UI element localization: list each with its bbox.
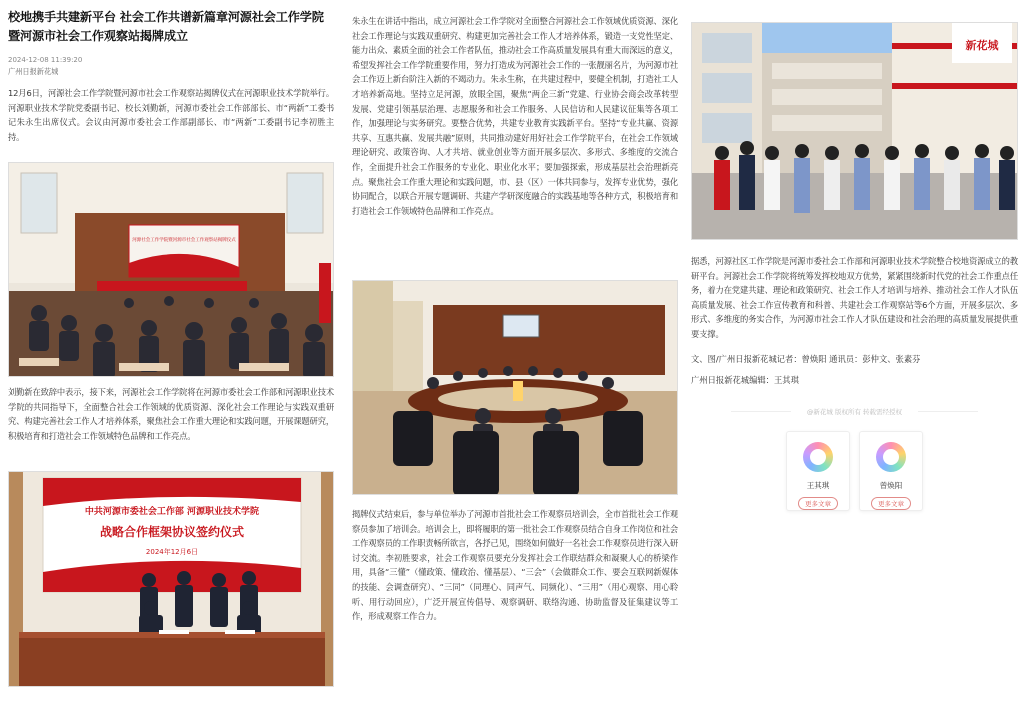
- paragraph-1: 12月6日，河源社会工作学院暨河源市社会工作观察站揭牌仪式在河源职业技术学院举行。河源职业技术学院党委副书记、校长刘勤新，河源市委社会工作部部长、市“两新”工委书记朱永生出席仪式。会议由河源市委社会工作部副部长、市“两新”工委副书记李初胜主持。: [8, 88, 334, 142]
- copyright-note: @新花城 版权所有 转载需经授权: [806, 408, 903, 417]
- more-articles-button[interactable]: 更多文章: [798, 497, 838, 510]
- reporter-credit: 文、图/广州日报新花城记者：曾焕阳 通讯员：彭仲文、张素芬: [691, 354, 921, 364]
- author-avatar-icon: [803, 442, 833, 472]
- signing-banner-line1: 中共河源市委社会工作部 河源职业技术学院: [84, 507, 260, 517]
- campus-crowd-photo: [691, 22, 1018, 240]
- article-column-3: [691, 0, 1018, 523]
- backdrop-text: 河源社会工作学院暨河源市社会工作观察站揭牌仪式: [132, 238, 236, 243]
- author-avatar-icon: [876, 442, 906, 472]
- signing-banner-line2: 战略合作框架协议签约仪式: [99, 525, 245, 539]
- signing-ceremony-photo: [8, 471, 334, 687]
- paragraph-3: 朱永生在讲话中指出，成立河源社会工作学院对全面整合河源社会工作领域优质资源、深化社会工作理论与实践双重研究、构建更加完善社会工作人才培养体系，锻造一支党性坚定、能力出众、素质全面的社会工作者队伍，推动社会工作高质量发展具有重大而深远的意义，希望发挥社会工作学院重要作用，努力打造成为河源社会工作的一张靓丽名片，为河源市社会工作迈上新台阶注入新的不竭动力。朱永生称，在共建过程中，要健全机制，打造社工人才培养新高地。坚持立足河源，放眼全国，聚焦“两企三新”党建、行业协会商会改革转型发展、党建引领基层治理、志愿服务和社会工作服务、人民信访和人民建议征集等各项工作，加强理论与实务研究。要整合优势，共建专业教育实践新平台。坚持“专业共赢、资源共享、互惠共赢、发展共融”原则，共同推动建好用好社会工作学院平台，在社会工作领域理论研究、政策咨询、人才共培、就业创业等方面开展多层次、多形式、多维度的交流合作，全面提升社会工作服务的专业化、职业化水平；要加强探索，形成基层社会治理新亮点。聚焦社会工作重大理论和实践问题，市、县（区）一体共同参与，发挥专业优势，强化协同配合，以联合开展专题调研、共建产学研深度融合的实践基地等各种方式，积极培育和打造社会工作领域特色品牌和工作亮点。: [352, 16, 678, 216]
- article-column-2: [352, 0, 678, 624]
- article-title: 校地携手共建新平台 社会工作共谱新篇章河源社会工作学院暨河源市社会工作观察站揭牌成立: [8, 10, 324, 43]
- author-card-1[interactable]: [786, 431, 850, 511]
- ceremony-hall-photo: [8, 162, 334, 377]
- more-articles-button[interactable]: 更多文章: [871, 497, 911, 510]
- author-section: [691, 403, 1018, 523]
- signing-banner-date: 2024年12月6日: [145, 548, 199, 556]
- article-column-1: [8, 0, 334, 687]
- paragraph-5: 据悉，河源社区工作学院是河源市委社会工作部和河源职业技术学院整合校地资源成立的教研平台。河源社会工作学院将统筹发挥校地双方优势，紧紧围绕新时代党的社会工作重点任务，着力在党建共建、理论和政策研究、社会工作人才培训与培养、推动社会工作人才队伍高质量发展、社会工作宣传教育和科普、共建社会工作观察站等6个方面，开展多层次、多形式、多维度的务实合作，为河源市社会工作人才队伍建设和社会治理的高质量发展提供重要支撑。: [691, 256, 1018, 339]
- meeting-room-photo: [352, 280, 678, 495]
- editor-credit: 广州日报新花城编辑：王其琪: [691, 374, 799, 385]
- author-name: 曾焕阳: [879, 481, 903, 491]
- author-name: 王其琪: [806, 481, 830, 491]
- campus-building-sign: 新花城: [965, 39, 999, 52]
- paragraph-2: 刘勤新在致辞中表示，接下来，河源社会工作学院将在河源市委社会工作部和河源职业技术学院的共同指导下，全面整合社会工作领域的优质资源、深化社会工作理论与实践双重研究、构建完善社会工作人才培养体系，聚焦社会工作重大理论和实践问题，开展课题研究，积极培育和打造社会工作领域特色品牌和工作亮点。: [8, 387, 334, 441]
- author-card-2[interactable]: [859, 431, 923, 511]
- paragraph-4: 揭牌仪式结束后，参与单位举办了河源市首批社会工作观察员培训会，全市首批社会工作观察员参加了培训会。培训会上，即将履职的第一批社会工作观察员结合自身工作岗位和社会工作观察员的工作职责畅所欲言，各抒己见，围绕如何做好一名社会工作观察员进行深入研讨交流。李初胜要求，社会工作观察员要充分发挥社会工作联结群众和凝聚人心的桥梁作用，具备“三懂”（懂政策、懂政治、懂基层）、“三会”（会做群众工作、要会互联网新媒体的技能、会调查研究）、“三同”（同理心、同声气、同频化）、“三用”（用心观察、用心聆听、用行动回应），广泛开展宣传倡导、观察调研、联络沟通、协助监督及征集建议等工作，形成观察工作合力。: [352, 509, 678, 622]
- article-source: 广州日报新花城: [8, 67, 59, 76]
- publish-date: 2024-12-08 11:39:20: [8, 56, 83, 64]
